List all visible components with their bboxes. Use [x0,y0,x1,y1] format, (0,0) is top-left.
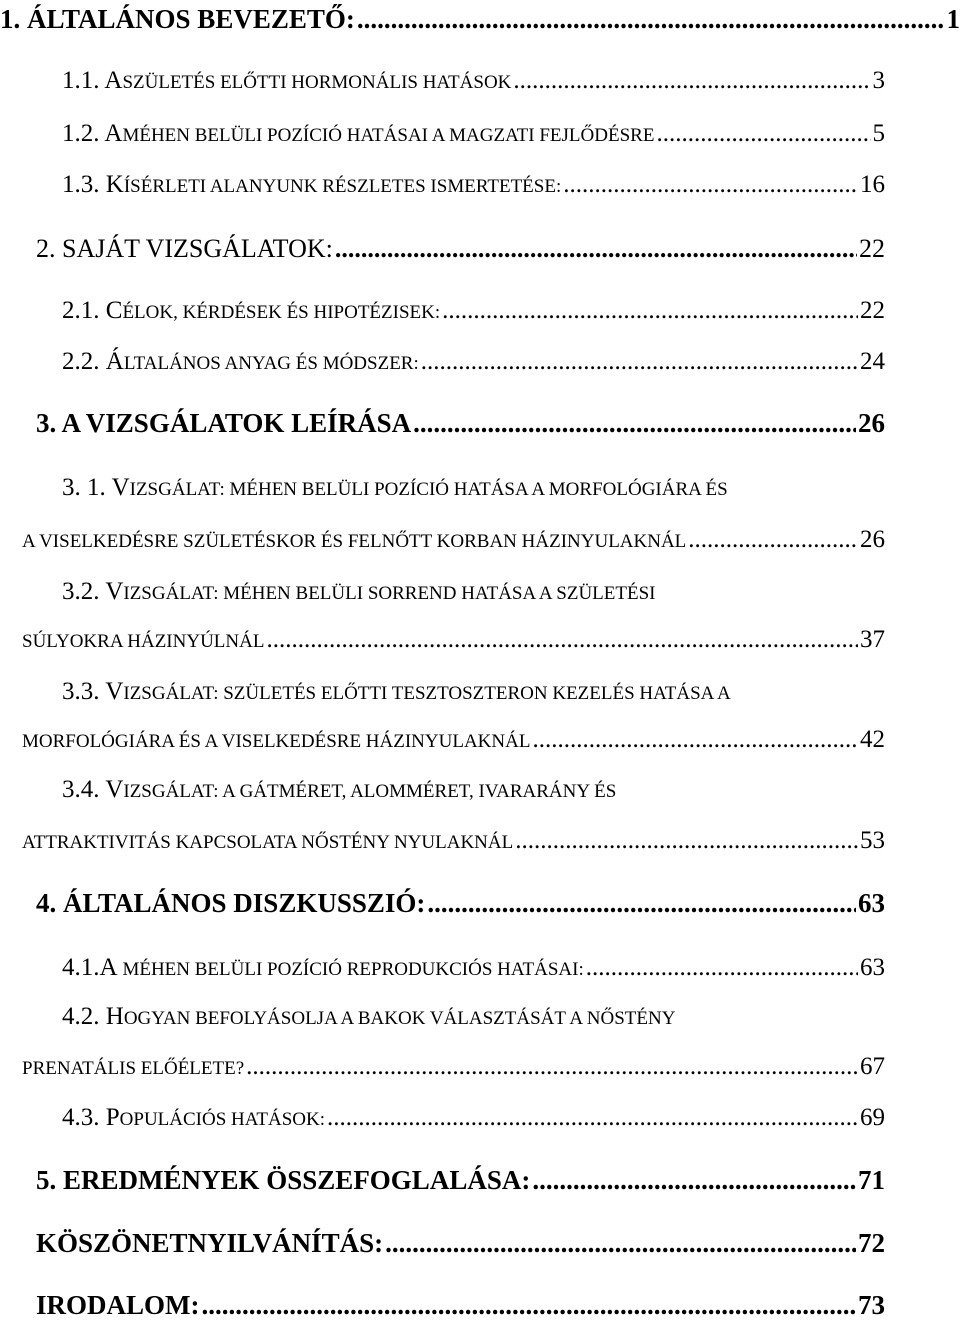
toc-page-number: 63 [860,955,885,980]
dot-leader [532,727,858,752]
toc-entry-3-1[interactable] [22,527,885,552]
toc-entry-label: 2.2. ÁLTALÁNOS ANYAG ÉS MÓDSZER: [62,349,419,374]
toc-entry-acknowledgements[interactable] [36,1230,885,1257]
toc-page-number: 53 [860,828,885,853]
toc-entry-1-3[interactable] [62,172,885,197]
toc-entry-3-2-first-line[interactable]: 3.2. VIZSGÁLAT: MÉHEN BELÜLI SORREND HATÁSA A SZÜLETÉSI [62,579,656,604]
toc-entry-references[interactable] [36,1292,885,1319]
toc-entry-4-1[interactable] [62,955,885,980]
toc-page-number: 73 [858,1292,885,1319]
toc-entry-4-2[interactable] [22,1054,885,1079]
dot-leader [427,890,856,917]
toc-entry-label: 1.2. AMÉHEN BELÜLI POZÍCIÓ HATÁSAI A MAGZATI FEJLŐDÉSRE [62,121,654,146]
dot-leader [688,527,858,552]
toc-entry-1-2[interactable] [62,121,885,146]
toc-page-number: 16 [860,172,885,197]
dot-leader [586,955,858,980]
toc-entry-label: KÖSZÖNETNYILVÁNÍTÁS: [36,1230,383,1257]
toc-entry-2[interactable] [36,236,885,262]
dot-leader [357,6,945,33]
toc-entry-label: SÚLYOKRA HÁZINYÚLNÁL [22,632,264,651]
toc-page-number: 22 [860,298,885,323]
toc-entry-label: 2. SAJÁT VIZSGÁLATOK: [36,236,333,262]
dot-leader [335,236,857,262]
toc-entry-label: 5. EREDMÉNYEK ÖSSZEFOGLALÁSA: [36,1167,530,1194]
toc-entry-5[interactable] [36,1167,885,1194]
toc-page-number: 42 [860,727,885,752]
toc-entry-label: 3. A VIZSGÁLATOK LEÍRÁSA [36,410,411,437]
toc-entry-label: 4.1.A MÉHEN BELÜLI POZÍCIÓ REPRODUKCIÓS HATÁSAI: [62,955,584,980]
dot-leader [656,121,870,146]
toc-entry-3-4[interactable] [22,828,885,853]
toc-page-number: 69 [860,1105,885,1130]
toc-page-number: 71 [858,1167,885,1194]
dot-leader [515,828,858,853]
toc-page-number: 24 [860,349,885,374]
toc-entry-3-2[interactable] [22,627,885,652]
toc-entry-label: 2.1. CÉLOK, KÉRDÉSEK ÉS HIPOTÉZISEK: [62,298,440,323]
dot-leader [513,68,870,93]
toc-entry-label: IRODALOM: [36,1292,200,1319]
toc-entry-label: 1.1. ASZÜLETÉS ELŐTTI HORMONÁLIS HATÁSOK [62,68,511,93]
toc-entry-3-3-first-line[interactable]: 3.3. VIZSGÁLAT: SZÜLETÉS ELŐTTI TESZTOSZTERON KEZELÉS HATÁSA A [62,679,731,704]
dot-leader [563,172,858,197]
toc-entry-1-1[interactable] [62,68,885,93]
dot-leader [413,410,856,437]
toc-page-number: 26 [858,410,885,437]
toc-entry-4[interactable] [36,890,885,917]
toc-page-number: 72 [858,1230,885,1257]
toc-entry-2-1[interactable] [62,298,885,323]
toc-entry-4-2-first-line[interactable]: 4.2. HOGYAN BEFOLYÁSOLJA A BAKOK VÁLASZTÁSÁT A NŐSTÉNY [62,1004,675,1029]
toc-entry-label: 1.3. KÍSÉRLETI ALANYUNK RÉSZLETES ISMERTETÉSE: [62,172,561,197]
dot-leader [532,1167,856,1194]
toc-entry-4-3[interactable] [62,1105,885,1130]
toc-entry-label: MORFOLÓGIÁRA ÉS A VISELKEDÉSRE HÁZINYULAKNÁL [22,732,530,751]
toc-entry-label: A VISELKEDÉSRE SZÜLETÉSKOR ÉS FELNŐTT KORBAN HÁZINYULAKNÁL [22,532,686,551]
toc-entry-1[interactable] [0,6,960,33]
toc-page-number: 5 [873,121,886,146]
toc-page-number: 67 [860,1054,885,1079]
toc-page-number: 37 [860,627,885,652]
dot-leader [266,627,858,652]
toc-page-number: 26 [860,527,885,552]
toc-entry-2-2[interactable] [62,349,885,374]
toc-page-number: 1 [947,6,960,33]
toc-page-number: 3 [873,68,886,93]
toc-entry-label: 4. ÁLTALÁNOS DISZKUSSZIÓ: [36,890,425,917]
dot-leader [327,1105,858,1130]
toc-entry-3[interactable] [36,410,885,437]
toc-entry-3-1-first-line[interactable]: 3. 1. VIZSGÁLAT: MÉHEN BELÜLI POZÍCIÓ HATÁSA A MORFOLÓGIÁRA ÉS [62,475,728,500]
toc-entry-label: 4.3. POPULÁCIÓS HATÁSOK: [62,1105,325,1130]
dot-leader [246,1054,858,1079]
toc-page-number: 63 [858,890,885,917]
dot-leader [385,1230,856,1257]
toc-page-number: 22 [859,236,885,262]
toc-entry-label: 1. ÁLTALÁNOS BEVEZETŐ: [0,6,355,33]
toc-entry-3-4-first-line[interactable]: 3.4. VIZSGÁLAT: A GÁTMÉRET, ALOMMÉRET, IVARARÁNY ÉS [62,777,616,802]
dot-leader [421,349,858,374]
dot-leader [442,298,858,323]
toc-entry-3-3[interactable] [22,727,885,752]
toc-entry-label: PRENATÁLIS ELŐÉLETE? [22,1059,244,1078]
toc-entry-label: ATTRAKTIVITÁS KAPCSOLATA NŐSTÉNY NYULAKNÁL [22,833,513,852]
dot-leader [202,1292,857,1319]
